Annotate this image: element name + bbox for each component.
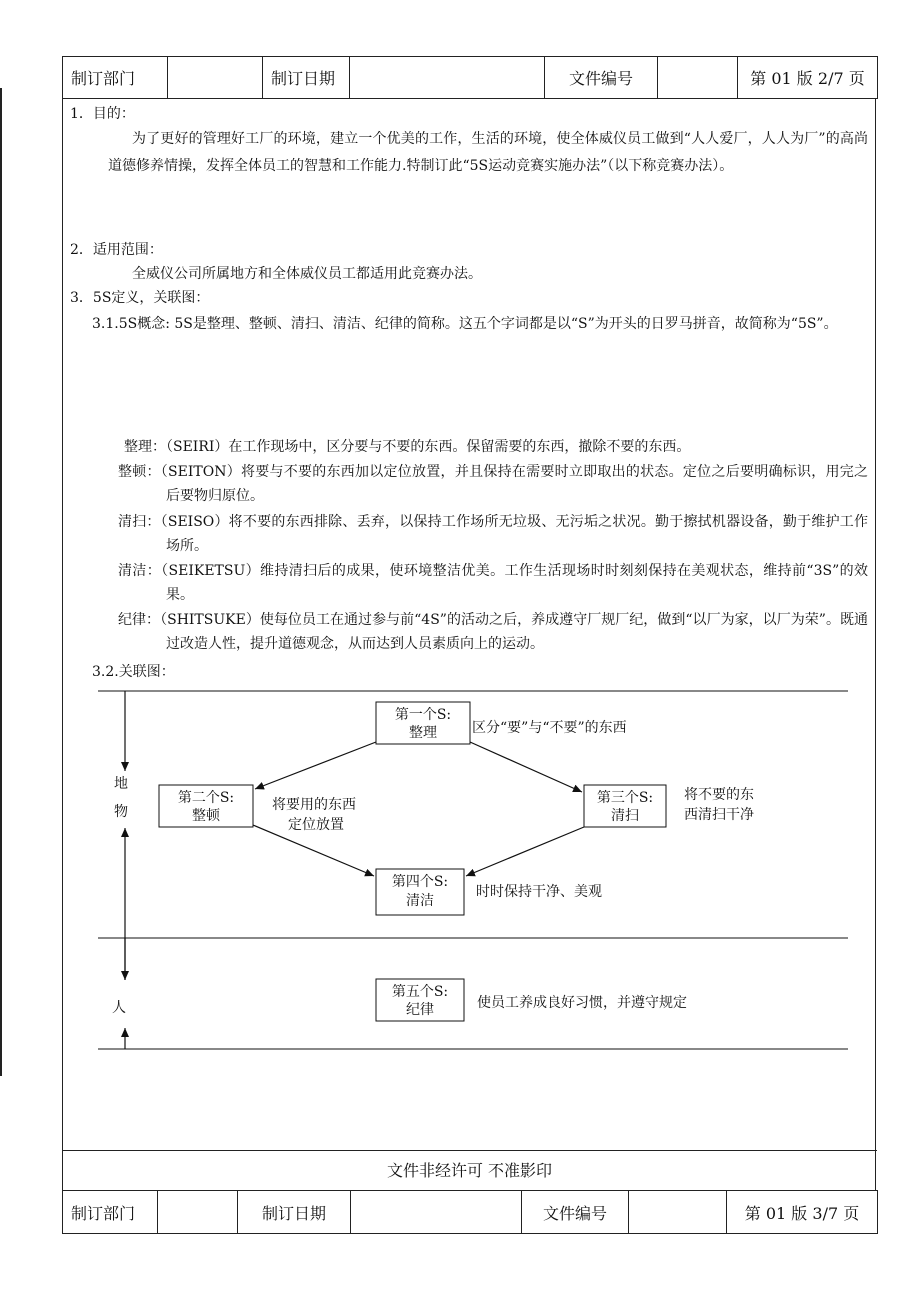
- box-seiton-line2: 整顿: [192, 808, 220, 824]
- arrow-seiri-to-seiton: [255, 742, 376, 789]
- def-seiso: [118, 510, 868, 558]
- def-shitsuke: [118, 608, 868, 656]
- arrow-seiri-to-seiso: [470, 742, 582, 792]
- header-docno-value: [658, 57, 738, 99]
- box-seiketsu-note: 时时保持干净、美观: [476, 884, 602, 900]
- box-seiton-line1: 第二个S:: [177, 790, 235, 806]
- box-seiketsu-line2: 清洁: [406, 893, 434, 909]
- header-page-info: 第 01 版 2/7 页: [738, 57, 878, 99]
- diagram-heading: 3.2.关联图：: [92, 664, 175, 680]
- def-seiri: [124, 436, 868, 458]
- header-date-label: 制订日期: [263, 57, 350, 99]
- box-seiso-note-2: 西清扫干净: [684, 807, 754, 823]
- footer-docno-value: [629, 1191, 727, 1234]
- arrow-seiso-to-seiketsu: [466, 827, 584, 876]
- footer-dept-value: [158, 1191, 238, 1234]
- def-text: （SEISO）将不要的东西排除、丢弃，以保持工作场所无垃圾、无污垢之状况。勤于擦拭机器设备，勤于维护工作场所。: [160, 514, 868, 554]
- box-shitsuke-note: 使员工养成良好习惯，并遵守规定: [477, 995, 687, 1011]
- def-seiton: [118, 460, 868, 508]
- def-text: （SEIKETSU）维持清扫后的成果，使环境整洁优美。工作生活现场时时刻刻保持在美观状态，维持前“3S”的效果。: [161, 563, 868, 603]
- concept-text: 3.1.5S概念: 5S是整理、整顿、清扫、清洁、纪律的简称。这五个字词都是以“S”为开头的日罗马拼音，故简称为“5S”。: [92, 316, 838, 332]
- section1-body: 为了更好的管理好工厂的环境，建立一个优美的工作，生活的环境，使全体威仪员工做到“人人爱厂，人人为厂”的高尚道德修养情操，发挥全体员工的智慧和工作能力.特制订此“5S运动竞赛实施办法”（以下称竞赛办法）。: [108, 131, 868, 174]
- box-shitsuke-line2: 纪律: [406, 1002, 434, 1018]
- def-seiketsu: [118, 559, 868, 607]
- box-seiton-note-2: 定位放置: [288, 817, 344, 833]
- footer-page-info: 第 01 版 3/7 页: [727, 1191, 878, 1234]
- header-dept-value: [168, 57, 263, 99]
- box-seiketsu-line1: 第四个S:: [391, 874, 449, 890]
- def-term: 整理：: [124, 439, 166, 455]
- def-term: 清扫：: [118, 514, 161, 530]
- footer-date-value: [351, 1191, 522, 1234]
- relationship-diagram: [62, 680, 852, 1064]
- section1-heading: 1．目的：: [70, 106, 135, 122]
- def-text: （SEITON）将要与不要的东西加以定位放置，并且保持在需要时立即取出的状态。定位之后要明确标识，用完之后要物归原位。: [160, 464, 869, 504]
- label-ren: 人: [112, 1000, 126, 1016]
- box-seiso-note-1: 将不要的东: [684, 787, 754, 803]
- section2-body: 全威仪公司所属地方和全体威仪员工都适用此竞赛办法。: [132, 266, 482, 282]
- section2-heading: 2．适用范围：: [70, 242, 163, 258]
- def-text: （SEIRI）在工作现场中，区分要与不要的东西。保留需要的东西，撤除不要的东西。: [166, 439, 691, 455]
- label-wu: 物: [114, 804, 128, 820]
- box-seiri-note: 区分“要”与“不要”的东西: [472, 720, 627, 736]
- footer-table: [62, 1190, 878, 1234]
- def-term: 纪律：: [118, 612, 161, 628]
- margin-line: [0, 88, 2, 1076]
- def-term: 整顿：: [118, 464, 161, 480]
- def-text: （SHITSUKE）使每位员工在通过参与前“4S”的活动之后，养成遵守厂规厂纪，做到“以厂为家，以厂为荣”。既通过改造人性，提升道德观念，从而达到人员素质向上的运动。: [160, 612, 868, 652]
- box-seiton-note-1: 将要用的东西: [272, 797, 356, 813]
- footer-dept-label: 制订部门: [63, 1191, 158, 1234]
- def-term: 清洁：: [118, 563, 162, 579]
- section3-heading: 3．5S定义，关联图：: [70, 290, 210, 306]
- box-seiso-line2: 清扫: [611, 808, 639, 824]
- box-seiri-line2: 整理: [409, 725, 437, 741]
- footer-docno-label: 文件编号: [522, 1191, 629, 1234]
- footer-divider: [62, 1150, 877, 1151]
- footer-date-label: 制订日期: [238, 1191, 351, 1234]
- header-date-value: [350, 57, 545, 99]
- header-dept-label: 制订部门: [63, 57, 168, 99]
- header-table: [62, 56, 878, 99]
- box-shitsuke-line1: 第五个S:: [391, 984, 449, 1000]
- footer-note: 文件非经许可 不准影印: [386, 1161, 553, 1180]
- box-seiso-line1: 第三个S:: [596, 790, 654, 806]
- box-seiri-line1: 第一个S:: [394, 707, 452, 723]
- label-di: 地: [114, 776, 128, 792]
- header-docno-label: 文件编号: [545, 57, 658, 99]
